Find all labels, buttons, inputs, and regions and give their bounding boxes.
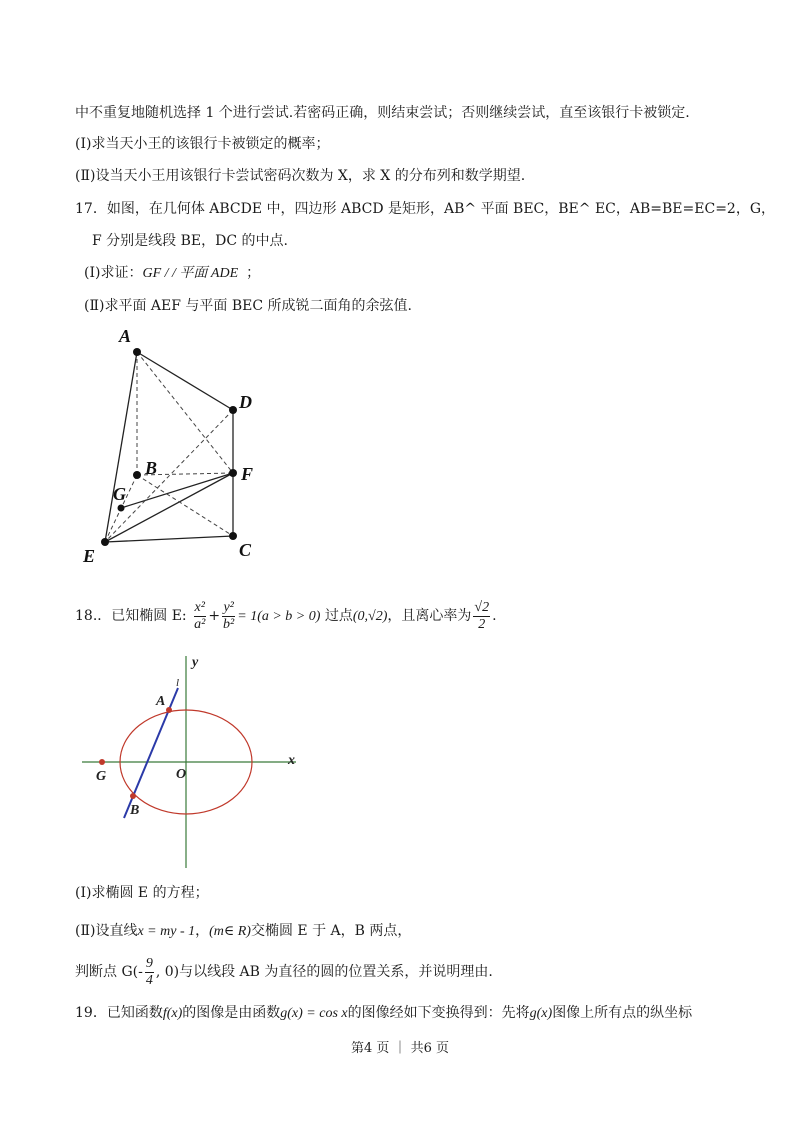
label-o: O (176, 767, 187, 782)
p19-gx2: g(x) (529, 1006, 553, 1021)
frac-y2-b2 (222, 600, 235, 633)
p18-part1: (Ⅰ)求椭圆 E 的方程； (75, 885, 209, 901)
p17-part1-math: GF / / 平面 ADE (142, 266, 239, 281)
frac-den: 4 (145, 972, 153, 988)
frac-nine-four (145, 956, 154, 989)
plus-sign: + (208, 608, 221, 624)
p19-prefix: 19．已知函数 (75, 1005, 163, 1021)
point-e (101, 538, 109, 546)
edge-ae (105, 352, 137, 542)
p18-prefix: 18.．已知椭圆 E: (75, 608, 187, 624)
p17-part1-prefix: (Ⅰ)求证： (84, 265, 143, 281)
label-e: E (83, 546, 96, 566)
p19-suffix: 图像上所有点的纵坐标 (552, 1005, 693, 1021)
p18-m-range: (m∈ R) (209, 924, 251, 939)
frac-den: b² (223, 616, 235, 632)
p18-part3-mid: , 0) (155, 964, 180, 980)
point-a (133, 348, 141, 356)
p17-part1 (84, 263, 260, 284)
label-b: B (145, 458, 158, 478)
ellipse-figure (80, 650, 310, 872)
p18-part3-prefix: 判断点 G(- (75, 964, 143, 980)
label-g: G (96, 769, 107, 784)
label-d: D (239, 392, 252, 412)
point-c (229, 532, 237, 540)
point-text: (0,√2) (352, 609, 388, 624)
frac-num: √2 (474, 599, 490, 615)
label-a: A (119, 326, 132, 346)
p18-line-eq: x = my - 1 (137, 924, 196, 939)
label-y: y (192, 655, 199, 670)
label-f: F (241, 464, 254, 484)
geometry-figure (75, 322, 275, 572)
p19-mid1: 的图像是由函数 (182, 1005, 281, 1021)
label-x: x (288, 753, 295, 768)
eq-rest: = 1(a > b > 0) (237, 609, 321, 624)
p16-part1: (Ⅰ)求当天小王的该银行卡被锁定的概率； (75, 136, 330, 152)
p18-part2-suffix: 交椭圆 E 于 A，B 两点， (250, 923, 412, 939)
point-g (99, 759, 105, 765)
frac-ecc (473, 600, 490, 633)
p17-line1: 17．如图，在几何体 ABCDE 中，四边形 ABCD 是矩形，AB^ 平面 BEC，BE^ EC，AB=BE=EC=2，G， (75, 201, 776, 217)
p16-line1: 中不重复地随机选择 1 个进行尝试.若密码正确，则结束尝试；否则继续尝试，直至该银行卡被锁定. (75, 105, 690, 121)
point-g (118, 505, 125, 512)
period: . (492, 608, 497, 624)
p17-line2: F 分别是线段 BE，DC 的中点. (92, 233, 288, 249)
edge-bc (137, 475, 233, 536)
p19-mid2: 的图像经如下变换得到：先将 (347, 1005, 530, 1021)
p18-part2-prefix: (Ⅱ)设直线 (75, 923, 138, 939)
p18-part3 (75, 952, 493, 992)
frac-den: a² (194, 616, 206, 632)
point-b (133, 471, 141, 479)
p18-part3-suffix: 与以线段 AB 为直径的圆的位置关系，并说明理由. (179, 964, 493, 980)
edge-ec (105, 536, 233, 542)
edge-af (137, 352, 233, 473)
label-g: G (113, 484, 126, 504)
p16-part2: (Ⅱ)设当天小王用该银行卡尝试密码次数为 X，求 X 的分布列和数学期望. (75, 168, 526, 184)
p19-fx: f(x) (162, 1006, 183, 1021)
p19-line1 (75, 1003, 692, 1024)
p17-part1-suffix: ； (246, 265, 261, 281)
frac-x2-a2 (193, 600, 206, 633)
p19-gx: g(x) = cos x (280, 1006, 348, 1021)
p18-statement (75, 596, 497, 637)
frac-num: y² (223, 599, 234, 615)
label-a: A (156, 694, 166, 709)
point-b (130, 793, 136, 799)
p17-part2: (Ⅱ)求平面 AEF 与平面 BEC 所成锐二面角的余弦值. (84, 298, 412, 314)
frac-num: 9 (145, 955, 153, 971)
frac-num: x² (194, 599, 205, 615)
frac-den: 2 (478, 616, 486, 632)
label-c: C (239, 540, 252, 560)
ecc-text: ，且离心率为 (387, 608, 472, 624)
point-a (166, 707, 172, 713)
label-b: B (130, 803, 140, 818)
point-f (229, 469, 237, 477)
p18-part2: (Ⅱ)设直线x = my - 1，(m∈ R)交椭圆 E 于 A，B 两点， (75, 923, 412, 939)
edge-ad (137, 352, 233, 410)
page-footer: 第4 页 ｜ 共6 页 (350, 1041, 450, 1056)
label-l: l (176, 677, 180, 689)
point-d (229, 406, 237, 414)
pass-text: 过点 (324, 608, 353, 624)
